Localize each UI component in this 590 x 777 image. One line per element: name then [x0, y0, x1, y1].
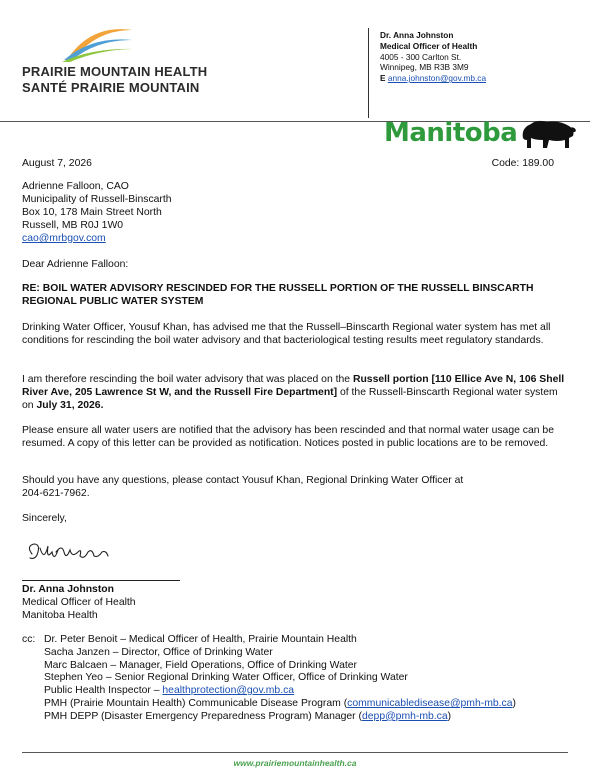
recipient-name: Adrienne Falloon, CAO	[22, 181, 129, 192]
org-name-english: PRAIRIE MOUNTAIN HEALTH	[22, 64, 208, 79]
signer-title: Medical Officer of Health	[22, 596, 136, 608]
signature-icon	[22, 536, 118, 570]
manitoba-wordmark: Manitoba	[384, 118, 518, 148]
org-name-french: SANTÉ PRAIRIE MOUNTAIN	[22, 80, 200, 95]
cc-item	[44, 698, 516, 711]
cc-label: cc:	[22, 634, 36, 645]
pmh-logo	[62, 22, 134, 65]
recipient-block	[22, 180, 172, 245]
recipient-email-link[interactable]: cao@mrbgov.com	[22, 233, 106, 244]
salutation: Dear Adrienne Falloon:	[22, 259, 129, 270]
cc-item-text: Dr. Peter Benoit – Medical Officer of Health, Prairie Mountain Health	[44, 634, 357, 645]
bison-icon	[519, 116, 577, 150]
cc-item-text: PMH DEPP (Disaster Emergency Preparedness Program) Manager (	[44, 710, 362, 722]
paragraph-2-date: July 31, 2026.	[36, 400, 104, 411]
paragraph-2	[22, 373, 570, 412]
sender-title: Medical Officer of Health	[380, 40, 478, 51]
signer-org: Manitoba Health	[22, 609, 98, 621]
manitoba-logo	[384, 116, 577, 150]
sender-email-link[interactable]: anna.johnston@gov.mb.ca	[387, 73, 487, 84]
paragraph-4-line-2: 204-621-7962.	[22, 488, 90, 499]
paragraph-3: Please ensure all water users are notified that the advisory has been rescinded and that normal water usage can be resumed. A copy of this letter can be provided as notification. Notices posted in public locations are to be removed.	[22, 425, 554, 449]
sender-address-2: Winnipeg, MB R3B 3M9	[380, 62, 469, 73]
cc-item-text: Public Health Inspector –	[44, 685, 163, 697]
signer-name: Dr. Anna Johnston	[22, 584, 114, 595]
cc-item-suffix: )	[447, 710, 452, 722]
cc-item-text: Marc Balcaen – Manager, Field Operations, Office of Drinking Water	[44, 659, 358, 671]
pmh-arcs-icon	[62, 22, 134, 62]
sender-name: Dr. Anna Johnston	[380, 30, 454, 40]
paragraph-2-mid: of the Russell-Binscarth Regional water system on	[22, 387, 558, 411]
subject-line: RE: BOIL WATER ADVISORY RESCINDED FOR THE RUSSELL PORTION OF THE RUSSELL BINSCARTH REGIONAL PUBLIC WATER SYSTEM	[22, 283, 534, 307]
cc-item	[44, 647, 516, 660]
signature-line	[22, 580, 180, 581]
letter-date: August 7, 2026	[22, 158, 92, 169]
handwritten-signature	[22, 536, 118, 573]
cc-email-link[interactable]: communicabledisease@pmh-mb.ca	[347, 697, 513, 709]
paragraph-2-location: Russell portion [110 Ellice Ave N, 106 Shell River Ave, 205 Lawrence St W, and the Russell Fire Department]	[22, 374, 565, 398]
cc-list	[44, 634, 516, 724]
cc-item	[44, 685, 516, 698]
cc-item-text: Sacha Janzen – Director, Office of Drinking Water	[44, 646, 273, 658]
recipient-org: Municipality of Russell-Binscarth	[22, 194, 172, 205]
cc-item-suffix: )	[512, 697, 516, 709]
cc-item	[44, 634, 516, 647]
footer-rule	[22, 752, 568, 753]
letter-code: Code: 189.00	[491, 158, 554, 169]
sender-address-1: 4005 - 300 Carlton St.	[380, 51, 462, 62]
cc-item	[44, 711, 516, 724]
recipient-address-1: Box 10, 178 Main Street North	[22, 207, 162, 218]
paragraph-2-pre: I am therefore rescinding the boil water advisory that was placed on the	[22, 374, 353, 385]
closing: Sincerely,	[22, 513, 67, 524]
cc-item-text: Stephen Yeo – Senior Regional Drinking Water Officer, Office of Drinking Water	[44, 672, 408, 684]
paragraph-4-line-1: Should you have any questions, please contact Yousuf Khan, Regional Drinking Water Officer at	[22, 475, 464, 486]
paragraph-4	[22, 474, 570, 500]
footer-website-link[interactable]: www.prairiemountainhealth.ca	[233, 758, 357, 768]
cc-item-text: PMH (Prairie Mountain Health) Communicable Disease Program (	[44, 697, 348, 709]
cc-item	[44, 672, 516, 685]
paragraph-1: Drinking Water Officer, Yousuf Khan, has advised me that the Russell–Binscarth Regional water system has met all conditions for rescinding the boil water advisory and that bacteriological testing results meet regulatory standards.	[22, 322, 551, 346]
sender-email-row	[380, 73, 486, 84]
header-divider	[368, 28, 369, 118]
cc-email-link[interactable]: depp@pmh-mb.ca	[362, 710, 448, 722]
recipient-address-2: Russell, MB R0J 1W0	[22, 220, 124, 231]
signer-block	[22, 584, 136, 622]
cc-item	[44, 660, 516, 673]
email-label: E	[380, 73, 386, 84]
cc-email-link[interactable]: healthprotection@gov.mb.ca	[162, 685, 295, 697]
sender-block	[380, 30, 486, 84]
